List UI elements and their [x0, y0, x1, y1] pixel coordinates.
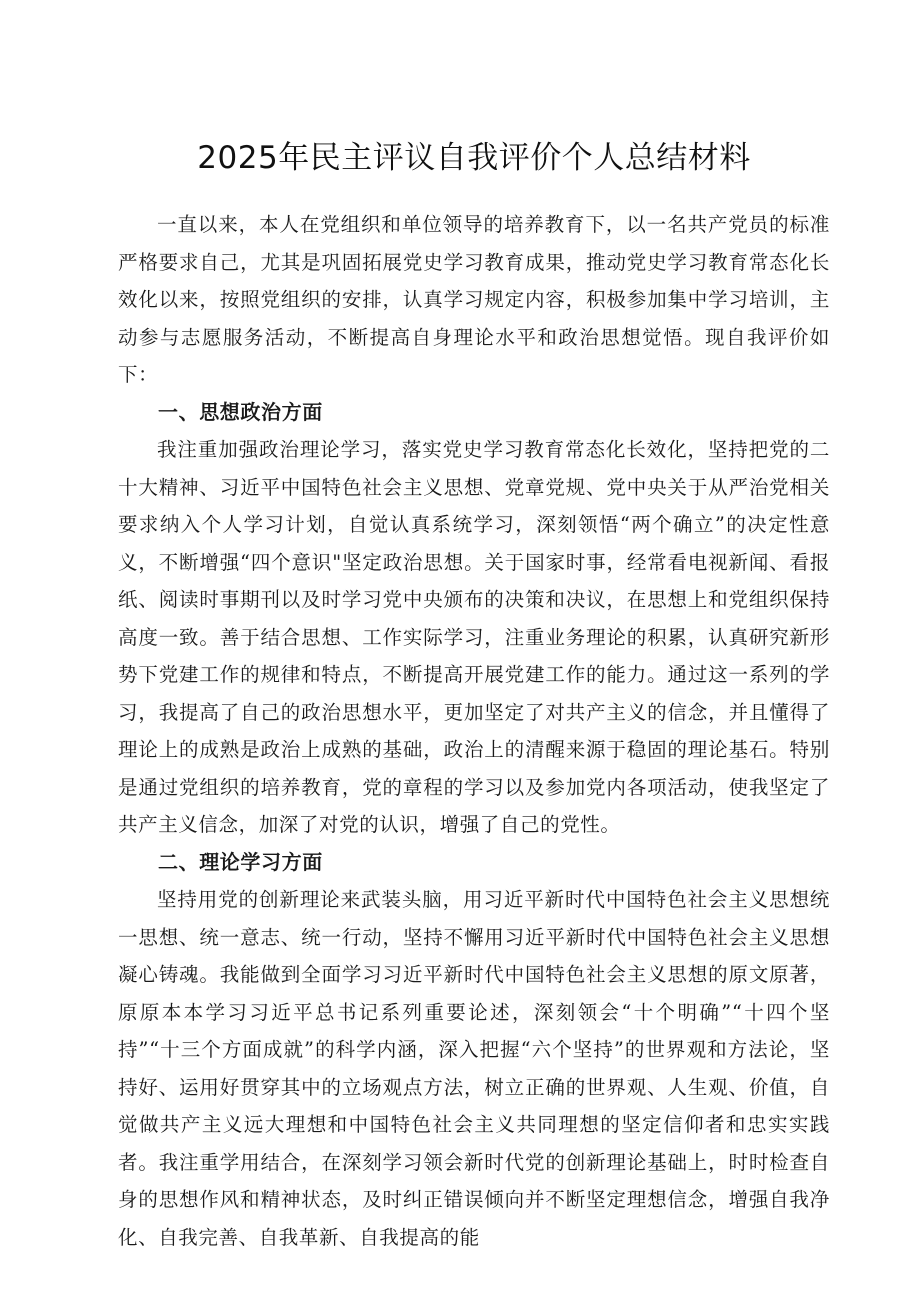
intro-paragraph: 一直以来，本人在党组织和单位领导的培养教育下，以一名共产党员的标准严格要求自己，尤其是巩固拓展党史学习教育成果，推动党史学习教育常态化长效化以来，按照党组织的安排，认真学习规定内容，积极参加集中学习培训，主动参与志愿服务活动，不断提高自身理论水平和政治思想觉悟。现自我评价如下： [118, 213, 830, 386]
section-body-ideology: 我注重加强政治理论学习，落实党史学习教育常态化长效化，坚持把党的二十大精神、习近平中国特色社会主义思想、党章党规、党中央关于从严治党相关要求纳入个人学习计划，自觉认真系统学习，深刻领悟“两个确立”的决定性意义，不断增强“四个意识"坚定政治思想。关于国家时事，经常看电视新闻、看报纸、阅读时事期刊以及时学习党中央颁布的决策和决议，在思想上和党组织保持高度一致。善于结合思想、工作实际学习，注重业务理论的积累，认真研究新形势下党建工作的规律和特点，不断提高开展党建工作的能力。通过这一系列的学习，我提高了自己的政治思想水平，更加坚定了对共产主义的信念，并且懂得了理论上的成熟是政治上成熟的基础，政治上的清醒来源于稳固的理论基石。特别是通过党组织的培养教育，党的章程的学习以及参加党内各项活动，使我坚定了共产主义信念，加深了对党的认识，增强了自己的党性。 [118, 438, 830, 836]
document-title: 2025年民主评议自我评价个人总结材料 [197, 140, 751, 176]
section-body-theory: 坚持用党的创新理论来武装头脑，用习近平新时代中国特色社会主义思想统一思想、统一意志、统一行动，坚持不懈用习近平新时代中国特色社会主义思想凝心铸魂。我能做到全面学习习近平新时代中国特色社会主义思想的原文原著，原原本本学习习近平总书记系列重要论述，深刻领会“十个明确”“十四个坚持”“十三个方面成就”的科学内涵，深入把握“六个坚持”的世界观和方法论，坚持好、运用好贯穿其中的立场观点方法，树立正确的世界观、人生观、价值，自觉做共产主义远大理想和中国特色社会主义共同理想的坚定信仰者和忠实实践者。我注重学用结合，在深刻学习领会新时代党的创新理论基础上，时时检查自身的思想作风和精神状态，及时纠正错误倾向并不断坚定理想信念，增强自我净化、自我完善、自我革新、自我提高的能 [118, 888, 830, 1249]
document-page [118, 118, 830, 1256]
section-heading-theory: 二、理论学习方面 [158, 849, 323, 874]
section-heading-ideology: 一、思想政治方面 [158, 399, 323, 424]
